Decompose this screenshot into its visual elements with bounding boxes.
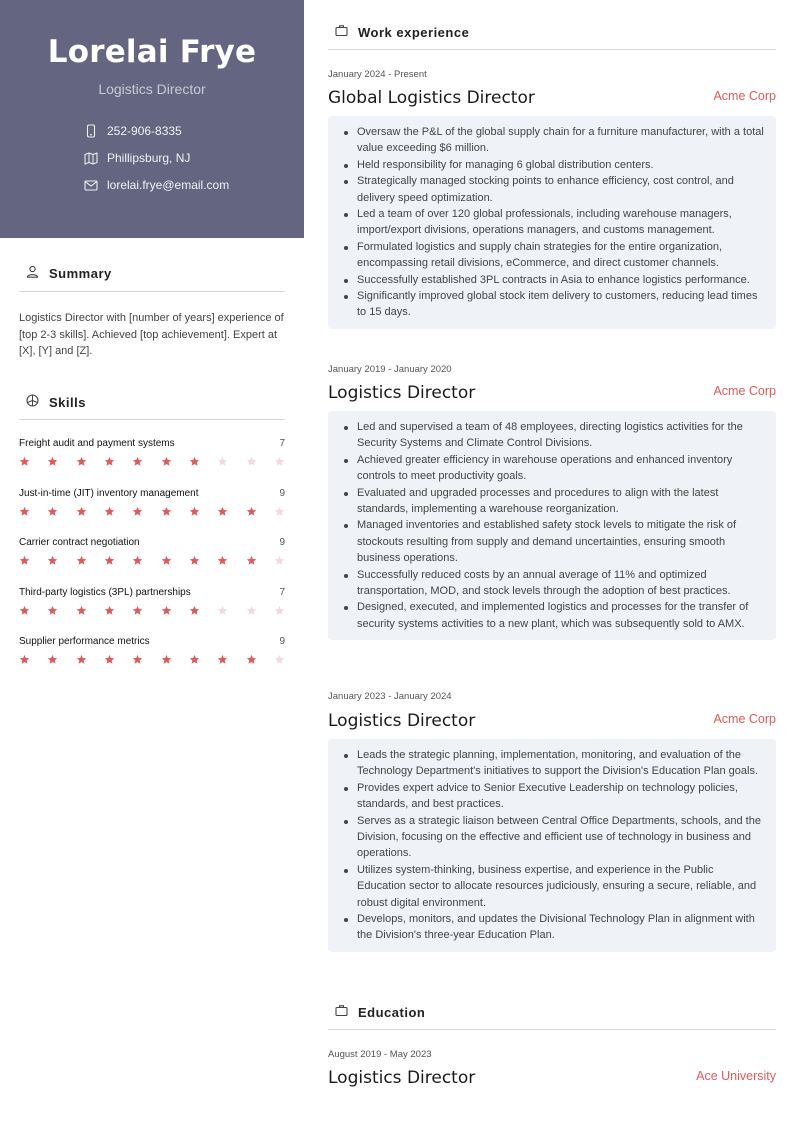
skill-item <box>19 537 285 564</box>
skill-rating <box>19 553 285 564</box>
contact-phone <box>84 124 182 138</box>
star-filled-icon <box>246 553 257 564</box>
job-company: Acme Corp <box>713 89 776 103</box>
skills-heading <box>26 394 86 410</box>
job-date: January 2023 - January 2024 <box>328 691 452 702</box>
star-filled-icon <box>132 603 143 614</box>
job-bullet: Develops, monitors, and updates the Divisional Technology Plan in alignment with the Division's three-year Education Plan. <box>342 911 764 944</box>
skill-item <box>19 587 285 614</box>
work-heading-label: Work experience <box>358 24 470 40</box>
star-filled-icon <box>47 553 58 564</box>
star-filled-icon <box>19 603 30 614</box>
job-date: January 2024 - Present <box>328 69 427 80</box>
star-filled-icon <box>161 652 172 663</box>
job-details <box>328 739 776 952</box>
star-filled-icon <box>47 603 58 614</box>
job-title: Logistics Director <box>328 383 476 403</box>
job-bullet: Managed inventories and established safety stock levels to mitigate the risk of stockouts resulting from supply and demand uncertainties, ensuring smooth business operations. <box>342 517 764 566</box>
star-filled-icon <box>189 504 200 515</box>
job-bullet: Oversaw the P&L of the global supply chain for a furniture manufacturer, with a total value exceeding $6 million. <box>342 124 764 157</box>
user-icon <box>26 265 39 281</box>
star-filled-icon <box>132 504 143 515</box>
star-filled-icon <box>76 553 87 564</box>
education-heading-label: Education <box>358 1004 426 1020</box>
star-filled-icon <box>19 454 30 465</box>
job-bullet: Utilizes system-thinking, business expertise, and experience in the Public Education sector to allocate resources judiciously, ensuring a secure, reliable, and robust digital environment. <box>342 862 764 911</box>
job-company: Acme Corp <box>713 384 776 398</box>
skill-level: 9 <box>279 488 285 499</box>
skill-level: 7 <box>279 587 285 598</box>
star-filled-icon <box>104 603 115 614</box>
star-filled-icon <box>19 553 30 564</box>
star-filled-icon <box>76 603 87 614</box>
star-filled-icon <box>132 652 143 663</box>
skill-row <box>19 636 285 647</box>
profile-title: Logistics Director <box>98 81 206 97</box>
skill-name: Freight audit and payment systems <box>19 438 175 449</box>
star-filled-icon <box>104 652 115 663</box>
skills-divider <box>19 419 285 420</box>
skill-row <box>19 438 285 449</box>
job-title: Logistics Director <box>328 711 476 731</box>
education-heading <box>335 1004 425 1020</box>
star-filled-icon <box>217 553 228 564</box>
job-bullet: Serves as a strategic liaison between Central Office Departments, schools, and the Division, focusing on the effective and efficient use of technology in business and operations. <box>342 813 764 862</box>
job-bullet: Led and supervised a team of 48 employees, directing logistics activities for the Security Systems and Climate Control Divisions. <box>342 419 764 452</box>
skill-rating <box>19 652 285 663</box>
work-divider <box>328 49 776 50</box>
summary-heading-label: Summary <box>49 265 112 281</box>
skill-rating <box>19 504 285 515</box>
job-bullet: Held responsibility for managing 6 global distribution centers. <box>342 157 764 173</box>
job-details <box>328 116 776 329</box>
star-filled-icon <box>246 652 257 663</box>
work-heading <box>335 24 469 40</box>
job-bullet: Strategically managed stocking points to enhance efficiency, cost control, and delivery speed optimization. <box>342 173 764 206</box>
job-bullets <box>342 124 764 321</box>
skill-rating <box>19 603 285 614</box>
star-filled-icon <box>47 504 58 515</box>
skills-heading-label: Skills <box>49 394 86 410</box>
education-date: August 2019 - May 2023 <box>328 1049 432 1060</box>
compass-icon <box>26 394 39 410</box>
star-filled-icon <box>76 454 87 465</box>
contact-location <box>84 151 190 165</box>
star-filled-icon <box>104 504 115 515</box>
star-empty-icon <box>217 603 228 614</box>
star-filled-icon <box>19 504 30 515</box>
star-empty-icon <box>217 454 228 465</box>
star-filled-icon <box>132 454 143 465</box>
star-filled-icon <box>47 652 58 663</box>
star-filled-icon <box>47 454 58 465</box>
star-empty-icon <box>274 652 285 663</box>
education-title: Logistics Director <box>328 1068 476 1088</box>
location-text: Phillipsburg, NJ <box>107 151 191 165</box>
email-text: lorelai.frye@email.com <box>107 178 230 192</box>
job-bullet: Leads the strategic planning, implementation, monitoring, and evaluation of the Technology Department's initiatives to support the Division's Education Plan goals. <box>342 747 764 780</box>
job-bullet: Successfully reduced costs by an annual average of 11% and optimized transportation, MOD, and stock levels through the adoption of best practices. <box>342 567 764 600</box>
skill-name: Third-party logistics (3PL) partnerships <box>19 587 191 598</box>
star-filled-icon <box>161 603 172 614</box>
skill-name: Carrier contract negotiation <box>19 537 140 548</box>
star-empty-icon <box>246 603 257 614</box>
star-filled-icon <box>189 652 200 663</box>
star-filled-icon <box>217 652 228 663</box>
star-empty-icon <box>246 454 257 465</box>
star-filled-icon <box>19 652 30 663</box>
briefcase-icon <box>335 1004 348 1020</box>
skill-item <box>19 488 285 515</box>
job-bullet: Designed, executed, and implemented logistics and processes for the transfer of security systems activities to a new plant, which was subsequently sold to AMX. <box>342 599 764 632</box>
star-empty-icon <box>274 553 285 564</box>
job-bullet: Evaluated and upgraded processes and procedures to align with the latest standards, implementing a warehouse reorganization. <box>342 485 764 518</box>
skill-row <box>19 537 285 548</box>
star-filled-icon <box>132 553 143 564</box>
skill-item <box>19 636 285 663</box>
left-column <box>0 0 304 1128</box>
skill-row <box>19 587 285 598</box>
star-filled-icon <box>217 504 228 515</box>
star-filled-icon <box>189 553 200 564</box>
star-empty-icon <box>274 504 285 515</box>
star-empty-icon <box>274 454 285 465</box>
star-filled-icon <box>76 504 87 515</box>
education-divider <box>328 1029 776 1030</box>
phone-icon <box>84 124 98 138</box>
star-filled-icon <box>161 454 172 465</box>
skill-level: 7 <box>279 438 285 449</box>
job-bullet: Achieved greater efficiency in warehouse operations and enhanced inventory controls to meet productivity goals. <box>342 452 764 485</box>
education-school: Ace University <box>696 1069 776 1083</box>
job-details <box>328 411 776 640</box>
contact-email <box>84 178 229 192</box>
star-filled-icon <box>189 454 200 465</box>
job-bullet: Formulated logistics and supply chain strategies for the entire organization, encompassing retail divisions, eCommerce, and direct customer channels. <box>342 239 764 272</box>
star-filled-icon <box>189 603 200 614</box>
skill-item <box>19 438 285 465</box>
phone-text: 252-906-8335 <box>107 124 182 138</box>
summary-divider <box>19 291 285 292</box>
job-bullet: Successfully established 3PL contracts in Asia to enhance logistics performance. <box>342 272 764 288</box>
mail-icon <box>84 178 98 192</box>
summary-text: Logistics Director with [number of years] experience of [top 2-3 skills]. Achieved [top achievement]. Expert at [X], [Y] and [Z]. <box>19 312 284 357</box>
star-filled-icon <box>161 553 172 564</box>
skill-name: Supplier performance metrics <box>19 636 150 647</box>
job-company: Acme Corp <box>713 712 776 726</box>
job-title: Global Logistics Director <box>328 88 535 108</box>
profile-header <box>0 0 304 238</box>
star-filled-icon <box>104 553 115 564</box>
map-icon <box>84 151 98 165</box>
profile-name: Lorelai Frye <box>47 34 257 70</box>
star-filled-icon <box>76 652 87 663</box>
star-filled-icon <box>246 504 257 515</box>
job-bullet: Significantly improved global stock item delivery to customers, reducing lead times to 15 days. <box>342 288 764 321</box>
job-date: January 2019 - January 2020 <box>328 364 452 375</box>
star-filled-icon <box>104 454 115 465</box>
skill-level: 9 <box>279 636 285 647</box>
job-bullet: Led a team of over 120 global professionals, including warehouse managers, import/export divisions, operations managers, and customs management. <box>342 206 764 239</box>
star-empty-icon <box>274 603 285 614</box>
skill-name: Just-in-time (JIT) inventory management <box>19 488 199 499</box>
job-bullets <box>342 419 764 632</box>
summary-heading <box>26 265 112 281</box>
skill-row <box>19 488 285 499</box>
job-bullet: Provides expert advice to Senior Executive Leadership on technology policies, standards, and best practices. <box>342 780 764 813</box>
skill-level: 9 <box>279 537 285 548</box>
briefcase-icon <box>335 24 348 40</box>
skill-rating <box>19 454 285 465</box>
star-filled-icon <box>161 504 172 515</box>
job-bullets <box>342 747 764 944</box>
